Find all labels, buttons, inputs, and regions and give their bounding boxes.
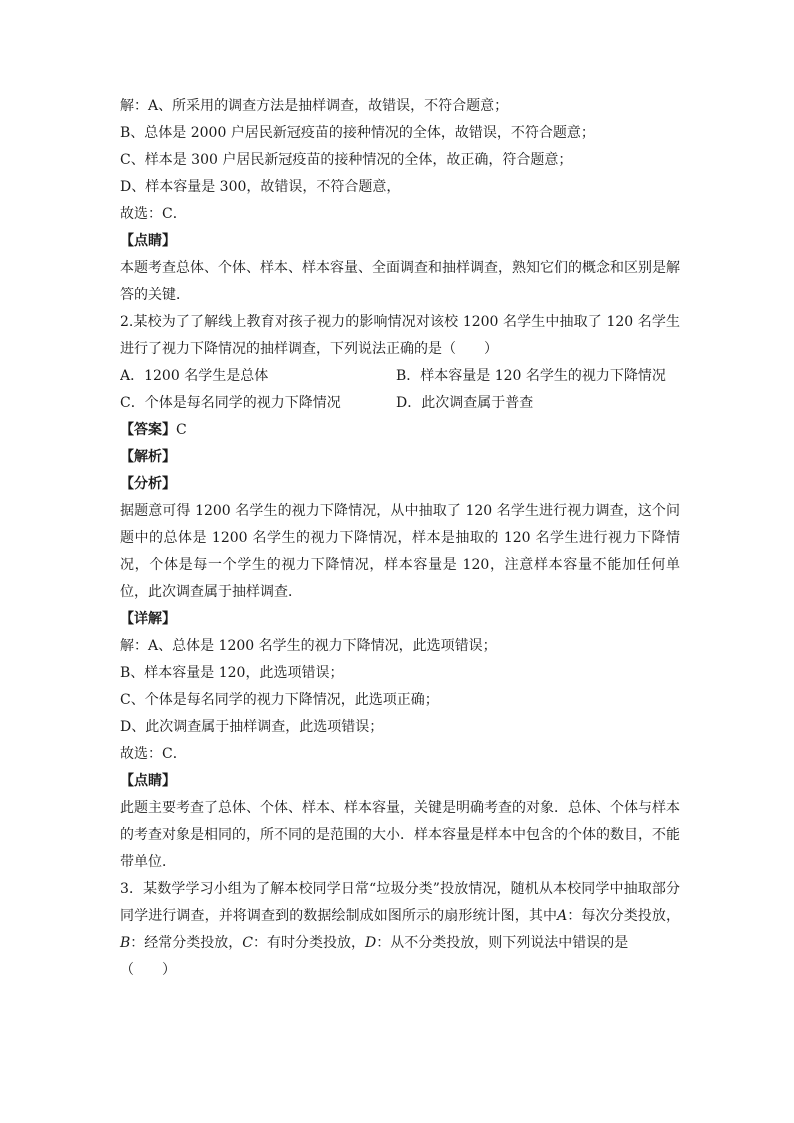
q3-label-a: A bbox=[557, 908, 568, 924]
q1-solution-line-2: B、总体是 2000 户居民新冠疫苗的接种情况的全体，故错误，不符合题意； bbox=[120, 125, 595, 141]
q2-option-a: A．1200 名学生是总体 bbox=[120, 368, 269, 384]
q2-answer bbox=[120, 417, 680, 444]
q3-answer-paren: （ ） bbox=[120, 962, 176, 978]
q1-solution-line-3: C、样本是 300 户居民新冠疫苗的接种情况的全体，故正确，符合题意； bbox=[120, 152, 573, 168]
q2-conclusion: 故选：C． bbox=[120, 746, 187, 762]
q3-label-c: C bbox=[242, 935, 254, 951]
q2-fenxi-text: 据题意可得 1200 名学生的视力下降情况，从中抽取了 120 名学生进行视力调查，这个问题中的总体是 1200 名学生的视力下降情况，样本是抽取的 120 名学生进行视力下降情况，个体是每一个学生的视力下降情况，样本容量是 120，注意样本容量不能加任何单位，此次调查属于抽样调查． bbox=[120, 503, 680, 600]
q3-stem bbox=[120, 876, 680, 957]
q2-option-c: C．个体是每名同学的视力下降情况 bbox=[120, 395, 341, 411]
q2-solution-line-3: C、个体是每名同学的视力下降情况，此选项正确； bbox=[120, 692, 439, 708]
q2-solution-line-1: 解：A、总体是 1200 名学生的视力下降情况，此选项错误； bbox=[120, 638, 497, 654]
q2-analysis-heading: 【解析】 bbox=[120, 449, 176, 465]
q2-options-row-2 bbox=[120, 390, 680, 417]
q2-fenxi-heading: 【分析】 bbox=[120, 476, 176, 492]
q2-stem: 2.某校为了了解线上教育对孩子视力的影响情况对该校 1200 名学生中抽取了 120 名学生进行了视力下降情况的抽样调查，下列说法正确的是（ ） bbox=[120, 314, 680, 357]
q1-comment-text: 本题考查总体、个体、样本、样本容量、全面调查和抽样调查，熟知它们的概念和区别是解答的关键． bbox=[120, 260, 680, 303]
q2-option-d: D．此次调查属于普查 bbox=[396, 395, 534, 411]
q3-text-a: ：每次分类投放， bbox=[567, 908, 680, 924]
q3-stem-intro: 3．某数学学习小组为了解本校同学日常“垃圾分类”投放情况，随机从本校同学中抽取部分同学进行调查，并将调查到的数据绘制成如图所示的扇形统计图，其中 bbox=[120, 881, 680, 924]
q2-detail-heading: 【详解】 bbox=[120, 611, 176, 627]
q3-text-c: ：有时分类投放， bbox=[253, 935, 366, 951]
q3-label-d: D bbox=[365, 935, 377, 951]
q3-label-b: B bbox=[120, 935, 131, 951]
q3-text-b: ：经常分类投放， bbox=[130, 935, 243, 951]
q2-solution-line-4: D、此次调查属于抽样调查，此选项错误； bbox=[120, 719, 384, 735]
q1-solution-line-1: 解：A、所采用的调查方法是抽样调查，故错误，不符合题意； bbox=[120, 98, 509, 114]
q2-solution-line-2: B、样本容量是 120，此选项错误； bbox=[120, 665, 344, 681]
q2-answer-heading: 【答案】 bbox=[120, 422, 176, 438]
document-page bbox=[120, 93, 680, 984]
q1-comment-heading: 【点睛】 bbox=[120, 233, 176, 249]
q2-option-b: B．样本容量是 120 名学生的视力下降情况 bbox=[396, 368, 666, 384]
q2-comment-heading: 【点睛】 bbox=[120, 773, 176, 789]
q3-text-d: ：从不分类投放，则下列说法中错误的是 bbox=[376, 935, 629, 951]
q1-conclusion: 故选：C． bbox=[120, 206, 187, 222]
q2-answer-value: C bbox=[176, 422, 187, 438]
q2-comment-text: 此题主要考查了总体、个体、样本、样本容量，关键是明确考查的对象．总体、个体与样本的考查对象是相同的，所不同的是范围的大小．样本容量是样本中包含的个体的数目，不能带单位． bbox=[120, 800, 680, 870]
q1-solution-line-4: D、样本容量是 300，故错误，不符合题意， bbox=[120, 179, 401, 195]
q2-options-row-1 bbox=[120, 363, 680, 390]
